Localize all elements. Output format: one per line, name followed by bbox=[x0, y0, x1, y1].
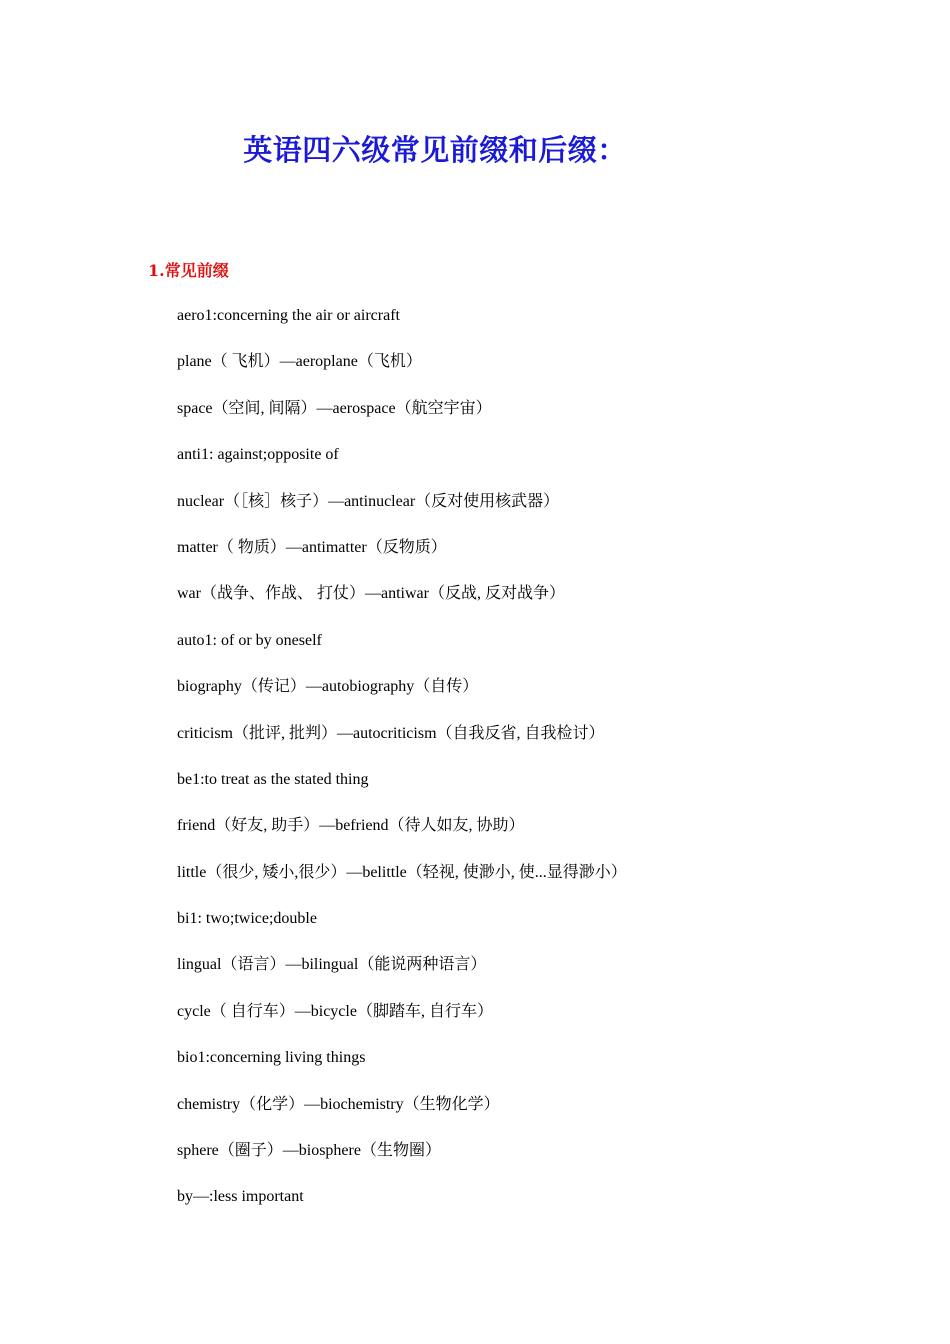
list-item: space（空间, 间隔）—aerospace（航空宇宙） bbox=[177, 399, 492, 417]
list-item: aero1:concerning the air or aircraft bbox=[177, 307, 400, 324]
list-item: friend（好友, 助手）—befriend（待人如友, 协助） bbox=[177, 817, 525, 835]
list-item: little（很少, 矮小,很少）—belittle（轻视, 使渺小, 使...显得渺小） bbox=[177, 863, 627, 881]
list-item: anti1: against;opposite of bbox=[177, 446, 339, 464]
prefix-list bbox=[177, 306, 877, 1234]
list-item: chemistry（化学）—biochemistry（生物化学） bbox=[177, 1095, 500, 1113]
section-heading: 1.常见前缀 bbox=[148, 261, 229, 280]
list-item: plane（ 飞机）—aeroplane（飞机） bbox=[177, 353, 422, 371]
list-item: war（战争、作战、 打仗）—antiwar（反战, 反对战争） bbox=[177, 585, 565, 603]
page-title: 英语四六级常见前缀和后缀： bbox=[243, 133, 627, 167]
list-item: cycle（ 自行车）—bicycle（脚踏车, 自行车） bbox=[177, 1002, 493, 1020]
list-item: nuclear（［核］核子）—antinuclear（反对使用核武器） bbox=[177, 492, 560, 510]
list-item: criticism（批评, 批判）—autocriticism（自我反省, 自我检讨） bbox=[177, 724, 605, 742]
list-item: bio1:concerning living things bbox=[177, 1049, 366, 1067]
list-item: bi1: two;twice;double bbox=[177, 910, 317, 928]
list-item: auto1: of or by oneself bbox=[177, 631, 322, 649]
list-item: by—:less important bbox=[177, 1188, 304, 1206]
list-item: sphere（圈子）—biosphere（生物圈） bbox=[177, 1142, 441, 1160]
list-item: biography（传记）—autobiography（自传） bbox=[177, 678, 479, 696]
list-item: lingual（语言）—bilingual（能说两种语言） bbox=[177, 956, 487, 974]
list-item: be1:to treat as the stated thing bbox=[177, 770, 369, 788]
list-item: matter（ 物质）—antimatter（反物质） bbox=[177, 538, 447, 556]
